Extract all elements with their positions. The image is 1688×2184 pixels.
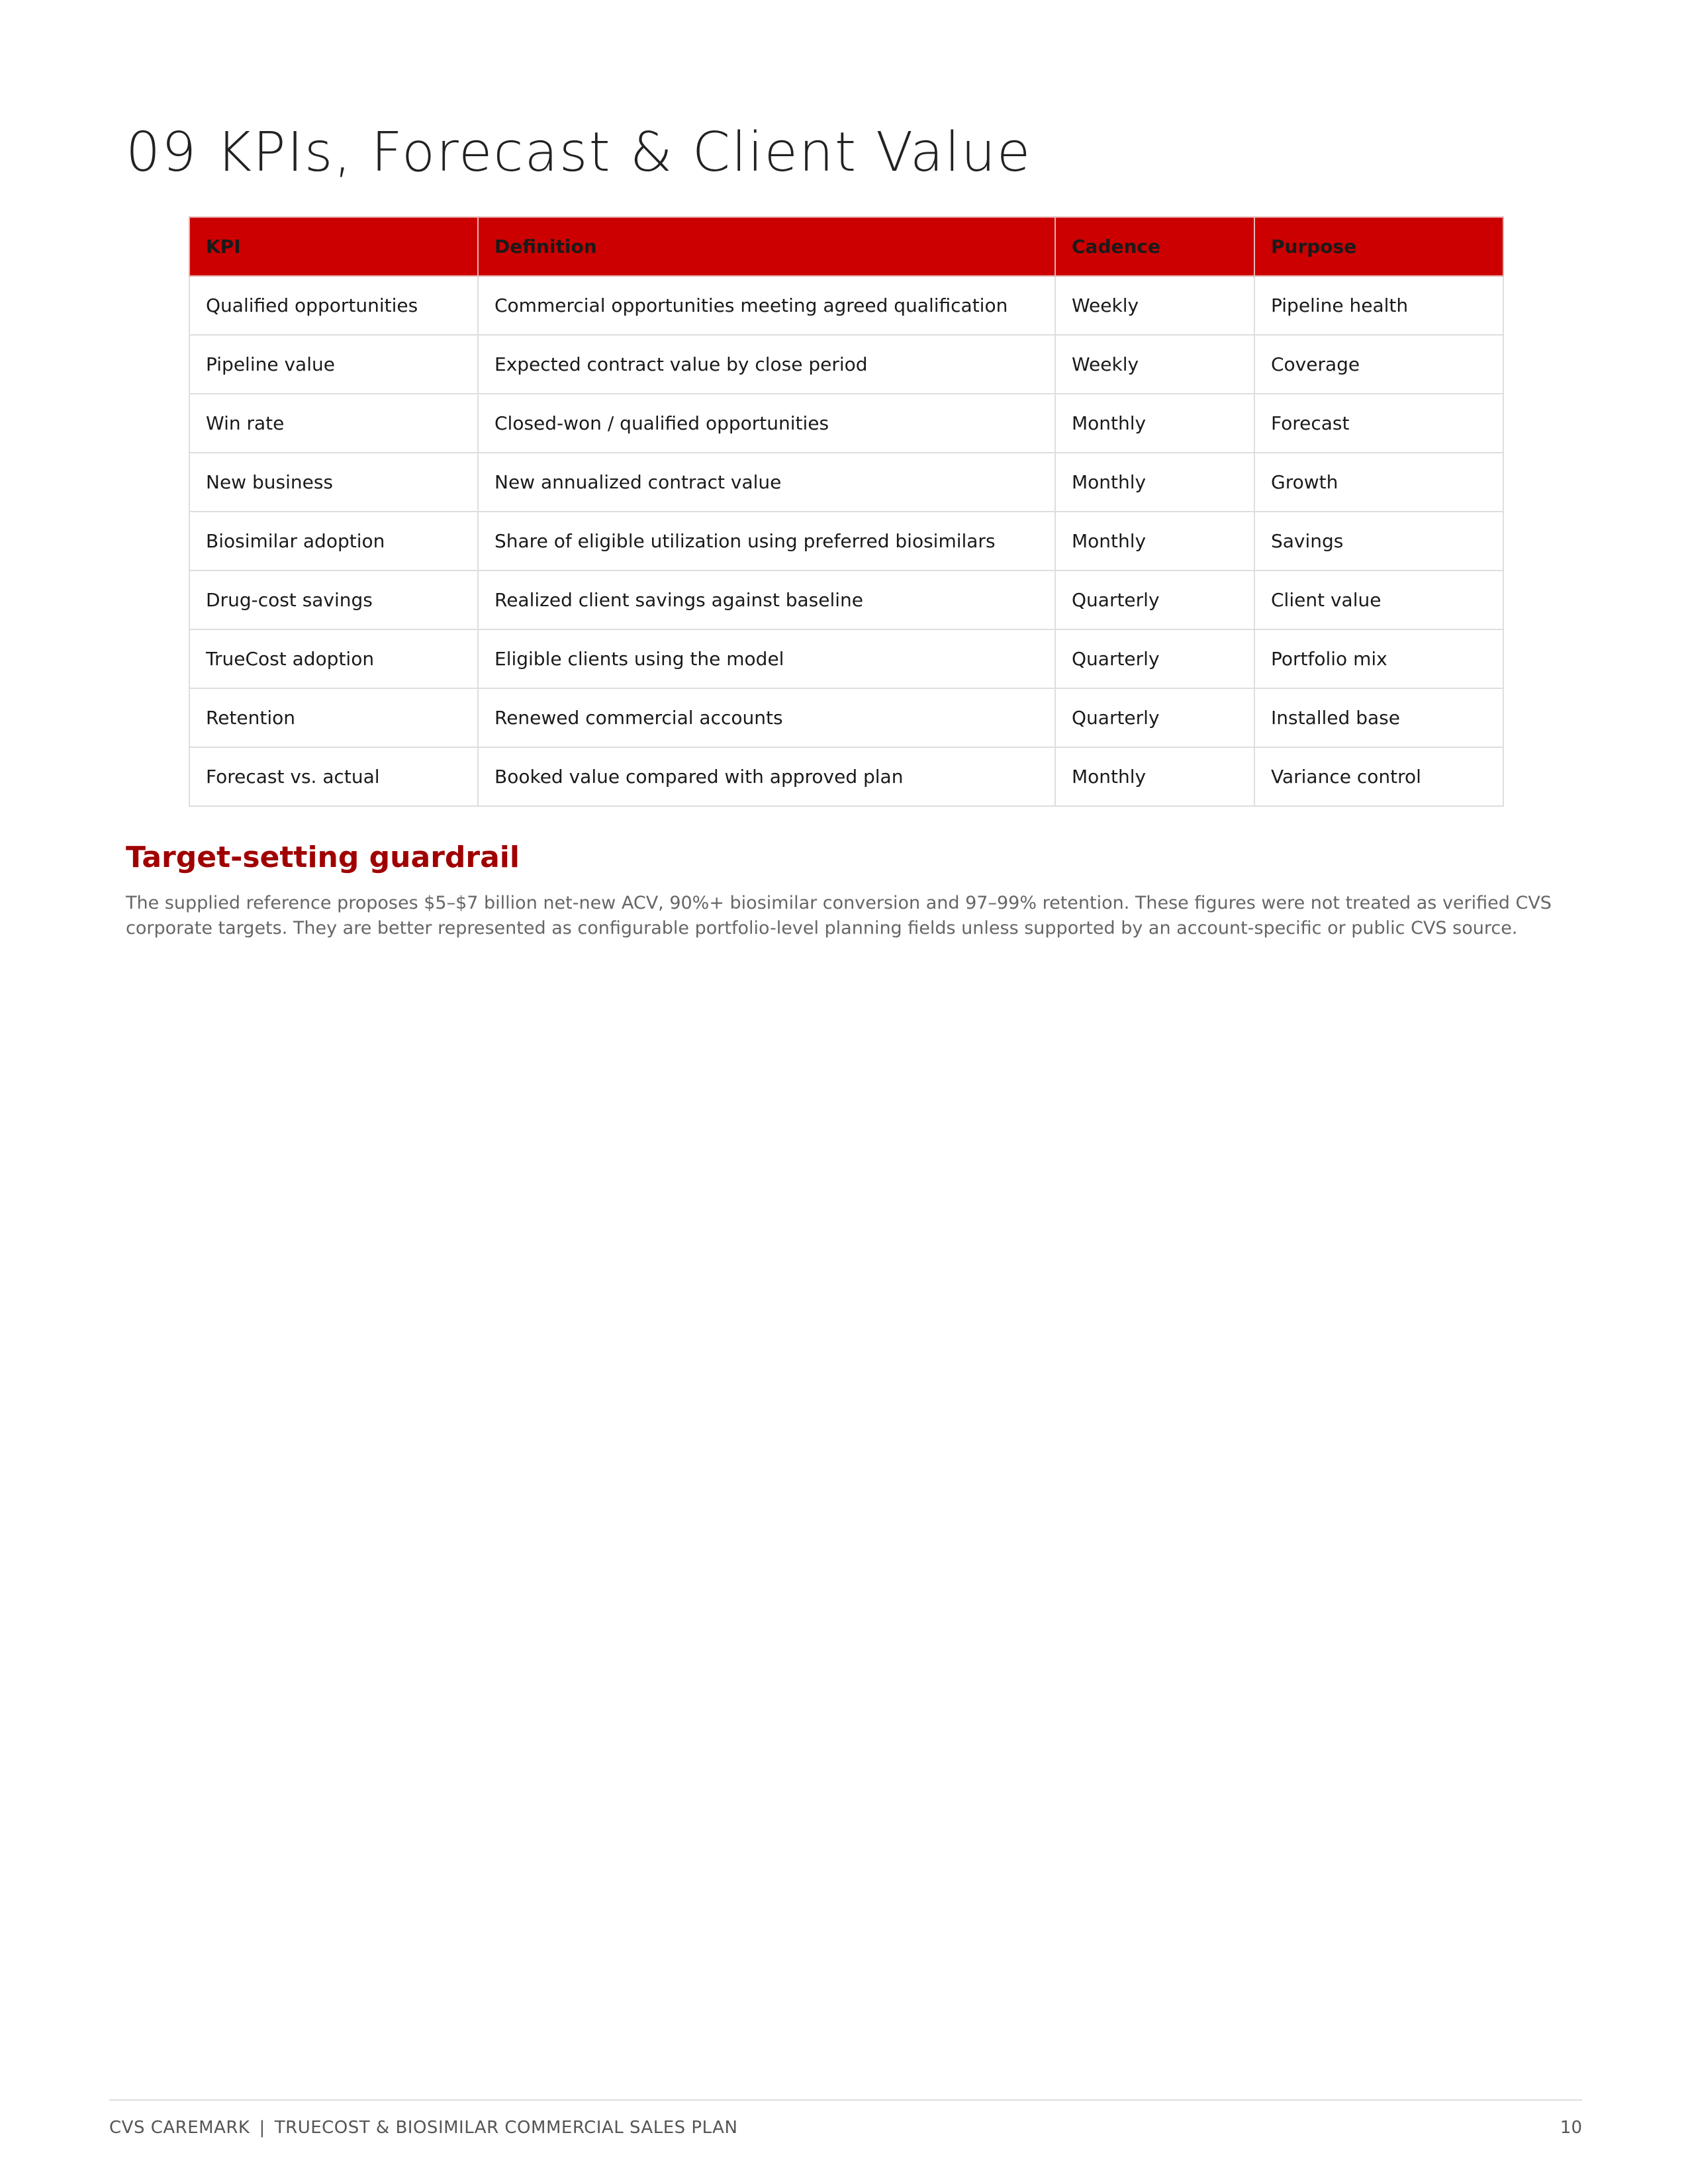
kpi-cell: Drug-cost savings (189, 570, 478, 629)
purpose-cell: Variance control (1254, 747, 1503, 806)
purpose-cell: Installed base (1254, 688, 1503, 747)
purpose-cell: Pipeline health (1254, 276, 1503, 335)
kpi-cell: New business (189, 453, 478, 512)
cadence-cell: Monthly (1055, 453, 1254, 512)
definition-cell: Expected contract value by close period (478, 335, 1055, 394)
purpose-cell: Savings (1254, 512, 1503, 570)
table-row (189, 335, 1503, 394)
cadence-cell: Weekly (1055, 335, 1254, 394)
purpose-cell: Portfolio mix (1254, 629, 1503, 688)
cadence-cell: Quarterly (1055, 688, 1254, 747)
definition-cell: Share of eligible utilization using preferred biosimilars (478, 512, 1055, 570)
guardrail-body: The supplied reference proposes $5–$7 billion net-new ACV, 90%+ biosimilar conversion and 97–99% retention. These figures were not treated as verified CVS corporate targets. They are better represented as configurable portfolio-level planning fields unless supported by an account-specific or public CVS source. (126, 893, 1552, 938)
page-number: 10 (1560, 2118, 1582, 2138)
table-row (189, 394, 1503, 453)
definition-cell: Renewed commercial accounts (478, 688, 1055, 747)
column-header-cadence: Cadence (1055, 217, 1254, 276)
table-row (189, 453, 1503, 512)
table-row (189, 747, 1503, 806)
column-header-definition: Definition (478, 217, 1055, 276)
kpi-cell: Qualified opportunities (189, 276, 478, 335)
cadence-cell: Monthly (1055, 512, 1254, 570)
table-row (189, 570, 1503, 629)
cadence-cell: Monthly (1055, 747, 1254, 806)
table-header-row (189, 217, 1503, 276)
cadence-cell: Quarterly (1055, 570, 1254, 629)
definition-cell: Realized client savings against baseline (478, 570, 1055, 629)
purpose-cell: Forecast (1254, 394, 1503, 453)
kpi-cell: Win rate (189, 394, 478, 453)
table-row (189, 629, 1503, 688)
guardrail-heading: Target-setting guardrail (126, 841, 520, 874)
purpose-cell: Client value (1254, 570, 1503, 629)
footer-document-title: TRUECOST & BIOSIMILAR COMMERCIAL SALES PLAN (274, 2118, 738, 2138)
purpose-cell: Coverage (1254, 335, 1503, 394)
purpose-cell: Growth (1254, 453, 1503, 512)
definition-cell: Eligible clients using the model (478, 629, 1055, 688)
footer-brand: CVS CAREMARK (109, 2118, 250, 2138)
table-row (189, 688, 1503, 747)
kpi-cell: Retention (189, 688, 478, 747)
footer-divider (109, 2099, 1582, 2101)
page-title: 09 KPIs, Forecast & Client Value (126, 121, 1032, 184)
table-row (189, 276, 1503, 335)
kpi-cell: Biosimilar adoption (189, 512, 478, 570)
footer-separator: | (259, 2118, 265, 2138)
kpi-cell: TrueCost adoption (189, 629, 478, 688)
definition-cell: New annualized contract value (478, 453, 1055, 512)
column-header-kpi: KPI (189, 217, 478, 276)
footer-running-title (109, 2118, 737, 2138)
kpi-cell: Forecast vs. actual (189, 747, 478, 806)
definition-cell: Booked value compared with approved plan (478, 747, 1055, 806)
table-row (189, 512, 1503, 570)
cadence-cell: Monthly (1055, 394, 1254, 453)
cadence-cell: Quarterly (1055, 629, 1254, 688)
kpi-cell: Pipeline value (189, 335, 478, 394)
column-header-purpose: Purpose (1254, 217, 1503, 276)
kpi-table (189, 216, 1504, 807)
cadence-cell: Weekly (1055, 276, 1254, 335)
definition-cell: Closed-won / qualified opportunities (478, 394, 1055, 453)
definition-cell: Commercial opportunities meeting agreed qualification (478, 276, 1055, 335)
